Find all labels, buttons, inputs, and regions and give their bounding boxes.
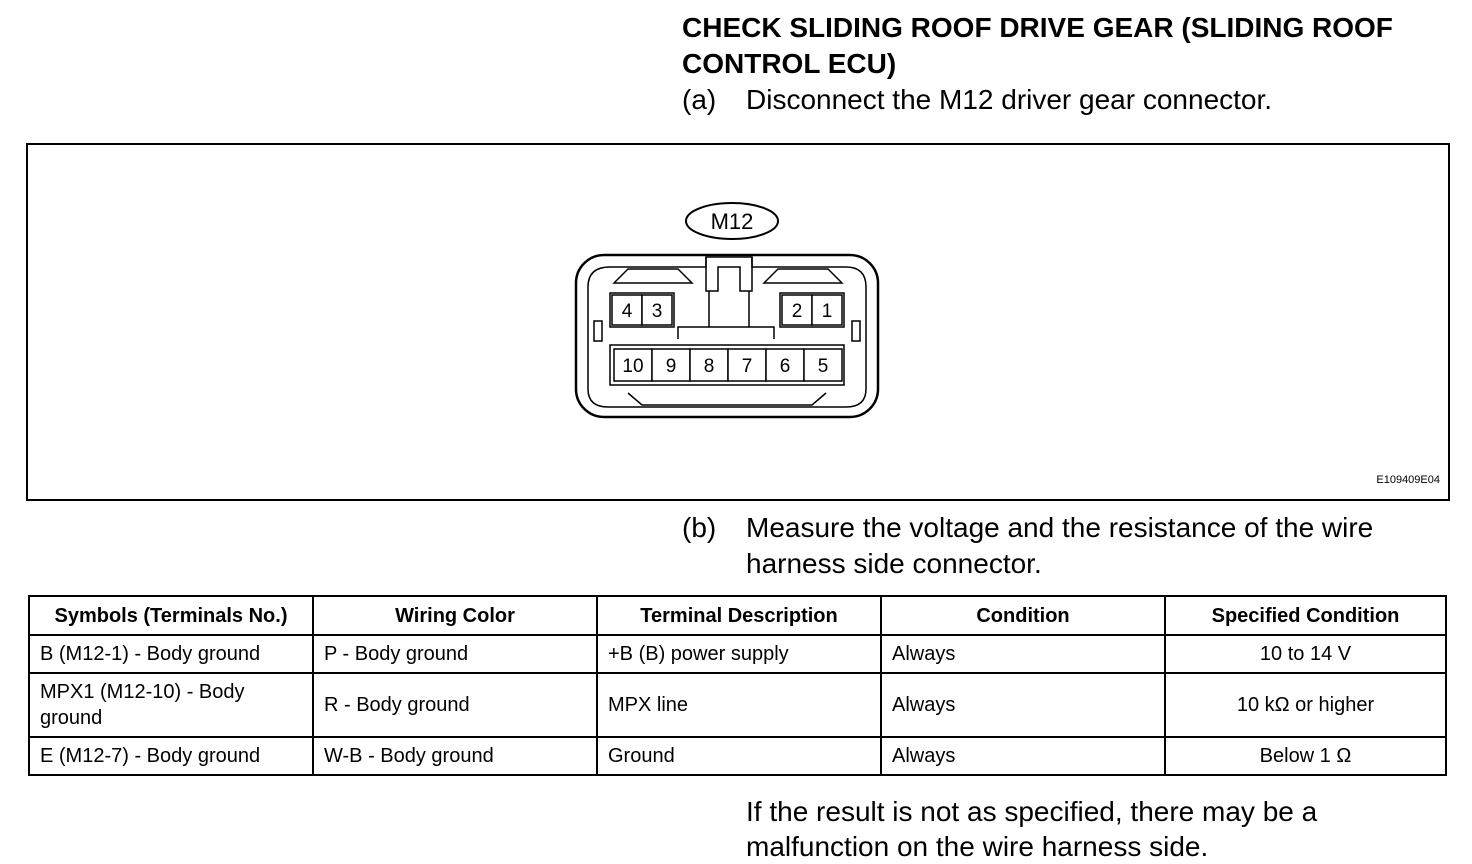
cell-condition: Always xyxy=(881,635,1165,673)
table-header-row xyxy=(29,596,1446,635)
pin-group-top-right xyxy=(780,293,844,327)
pin-1: 1 xyxy=(821,301,833,322)
cell-specified-condition: 10 to 14 V xyxy=(1165,635,1446,673)
cell-condition: Always xyxy=(881,673,1165,737)
header-condition: Condition xyxy=(881,596,1165,635)
pin-6: 6 xyxy=(779,356,791,377)
cell-wiring-color: P - Body ground xyxy=(313,635,597,673)
table-row xyxy=(29,737,1446,775)
table-row xyxy=(29,635,1446,673)
pin-5: 5 xyxy=(817,356,829,377)
pin-3: 3 xyxy=(651,301,663,322)
header-wiring-color: Wiring Color xyxy=(313,596,597,635)
pin-10: 10 xyxy=(622,356,644,377)
cell-symbols: B (M12-1) - Body ground xyxy=(29,635,313,673)
pin-8: 8 xyxy=(703,356,715,377)
cell-symbols: MPX1 (M12-10) - Body ground xyxy=(29,673,313,737)
figure-code: E109409E04 xyxy=(1376,474,1440,486)
pin-7: 7 xyxy=(741,356,753,377)
step-a-label: (a) xyxy=(682,84,717,115)
table-row xyxy=(29,673,1446,737)
step-b-text: Measure the voltage and the resistance of the wire harness side connector. xyxy=(746,512,1374,579)
cell-condition: Always xyxy=(881,737,1165,775)
cell-terminal-description: Ground xyxy=(597,737,881,775)
connector-diagram xyxy=(28,145,1448,499)
connector-body-outer xyxy=(576,255,878,417)
specification-table xyxy=(28,595,1447,776)
header-terminal-description: Terminal Description xyxy=(597,596,881,635)
header-specified-condition: Specified Condition xyxy=(1165,596,1446,635)
cell-symbols: E (M12-7) - Body ground xyxy=(29,737,313,775)
pin-2: 2 xyxy=(791,301,803,322)
cell-wiring-color: W-B - Body ground xyxy=(313,737,597,775)
step-b-label: (b) xyxy=(682,512,717,543)
pin-group-bottom xyxy=(610,345,844,385)
step-b xyxy=(682,510,1462,582)
result-note: If the result is not as specified, there may be a malfunction on the wire harness side. xyxy=(746,796,1318,862)
header-symbols: Symbols (Terminals No.) xyxy=(29,596,313,635)
pin-9: 9 xyxy=(665,356,677,377)
pin-4: 4 xyxy=(621,301,633,322)
cell-specified-condition: Below 1 Ω xyxy=(1165,737,1446,775)
connector-figure xyxy=(26,143,1450,501)
pin-group-top-left xyxy=(610,293,674,327)
cell-terminal-description: +B (B) power supply xyxy=(597,635,881,673)
page-heading: CHECK SLIDING ROOF DRIVE GEAR (SLIDING ROOF CONTROL ECU) xyxy=(682,12,1393,79)
cell-specified-condition: 10 kΩ or higher xyxy=(1165,673,1446,737)
cell-wiring-color: R - Body ground xyxy=(313,673,597,737)
connector-label: M12 xyxy=(710,209,754,234)
cell-terminal-description: MPX line xyxy=(597,673,881,737)
step-a-text: Disconnect the M12 driver gear connector. xyxy=(746,84,1273,115)
